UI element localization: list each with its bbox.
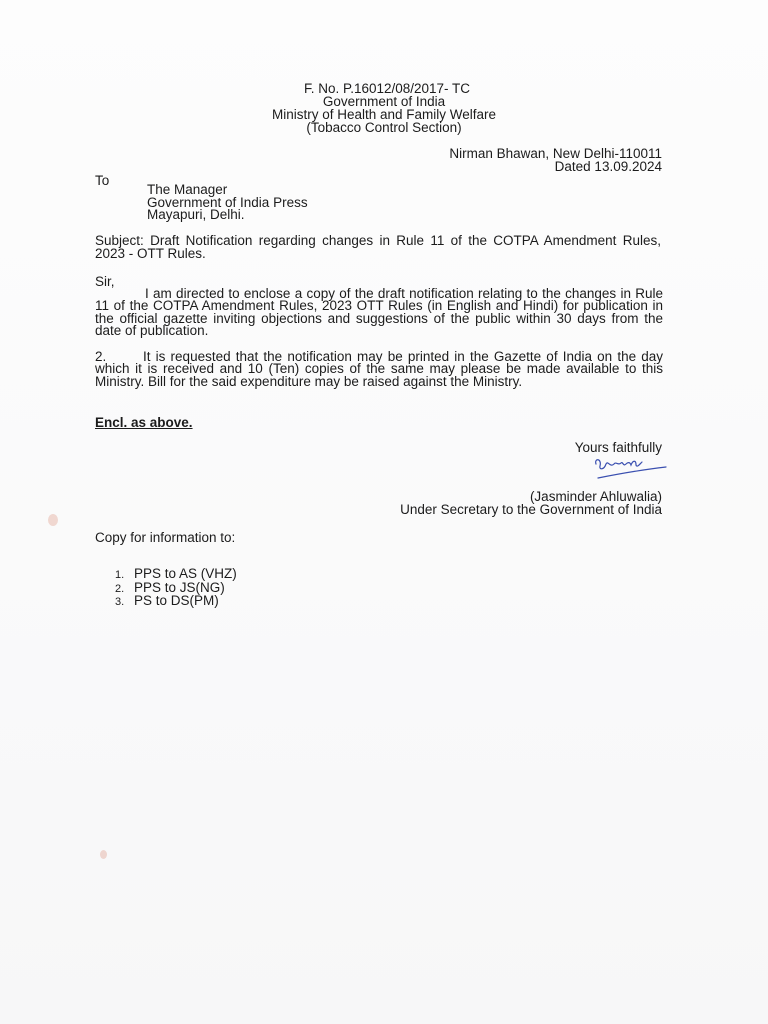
signer-name: (Jasminder Ahluwalia) bbox=[529, 489, 662, 504]
list-item-number: 1. bbox=[115, 569, 125, 581]
list-item bbox=[115, 595, 237, 609]
paragraph-number: 2. bbox=[95, 349, 107, 364]
ministry-name: Ministry of Health and Family Welfare bbox=[271, 107, 497, 122]
recipient-line-3: Mayapuri, Delhi. bbox=[147, 207, 245, 222]
body-paragraph-1: I am directed to enclose a copy of the draft notification relating to the changes in Rule 11 of the COTPA Amendment Rules, 2023 OTT Rules (in English and Hindi) for publication in the official gazette inviting objections and suggestions of the public within 30 days from the date of publication. bbox=[95, 286, 663, 338]
recipient-line-2: Government of India Press bbox=[147, 194, 308, 210]
list-item-number: 2. bbox=[115, 582, 125, 595]
file-number: F. No. P.16012/08/2017- TC bbox=[303, 81, 471, 96]
sender-address bbox=[449, 147, 662, 173]
list-item-text: PPS to JS(NG) bbox=[134, 579, 225, 595]
enclosure-note: Encl. as above. bbox=[95, 415, 193, 430]
letter-header bbox=[0, 82, 768, 134]
list-item-number: 3. bbox=[115, 596, 125, 608]
salutation: Sir, bbox=[95, 274, 115, 289]
closing-phrase: Yours faithfully bbox=[574, 440, 662, 455]
signer-designation: Under Secretary to the Government of India bbox=[400, 502, 662, 517]
paragraph-2-text: It is requested that the notification may be printed in the Gazette of India on the day which it is received and 10 (Ten) copies of the same may please be made available to this Ministry. Bill for the said expenditure may be raised against the Ministry. bbox=[95, 349, 663, 389]
list-item-text: PS to DS(PM) bbox=[134, 593, 219, 608]
letter-date: Dated 13.09.2024 bbox=[554, 159, 662, 174]
address-location: Nirman Bhawan, New Delhi-110011 bbox=[449, 146, 662, 161]
section-name: (Tobacco Control Section) bbox=[306, 120, 462, 135]
paper-stain bbox=[48, 514, 58, 526]
to-label: To bbox=[95, 173, 110, 188]
government-name: Government of India bbox=[322, 94, 446, 109]
signer-block bbox=[400, 490, 662, 516]
copy-for-information-label: Copy for information to: bbox=[95, 530, 236, 545]
subject-line: Subject: Draft Notification regarding changes in Rule 11 of the COTPA Amendment Rules, 2023 - OTT Rules. bbox=[95, 233, 661, 261]
handwritten-signature bbox=[590, 452, 670, 482]
paper-stain bbox=[100, 850, 107, 859]
recipient-line-1: The Manager bbox=[147, 182, 228, 197]
copy-list bbox=[115, 568, 237, 609]
recipient-address bbox=[147, 184, 308, 222]
list-item-text: PPS to AS (VHZ) bbox=[134, 566, 237, 581]
body-paragraph-2 bbox=[95, 351, 663, 388]
